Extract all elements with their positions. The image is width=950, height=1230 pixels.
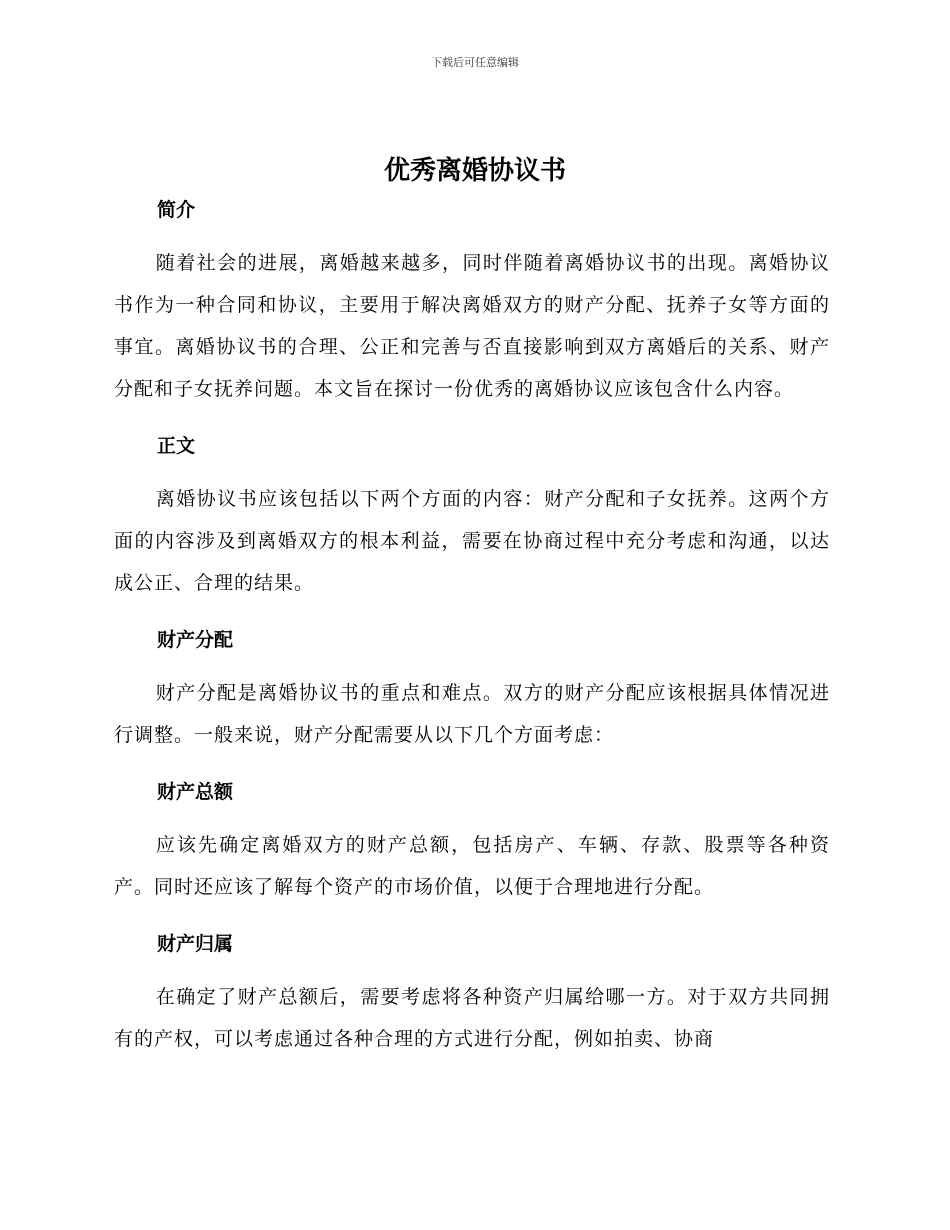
section-heading-property-ownership: 财产归属 xyxy=(157,933,234,955)
section-heading-property-total: 财产总额 xyxy=(157,781,234,803)
page-header-note: 下载后可任意编辑 xyxy=(431,56,519,69)
section-heading-body: 正文 xyxy=(157,435,196,457)
section-paragraph-property-division: 财产分配是离婚协议书的重点和难点。双方的财产分配应该根据具体情况进行调整。一般来说，财产分配需要从以下几个方面考虑： xyxy=(114,682,830,746)
section-paragraph-intro: 随着社会的进展，离婚越来越多，同时伴随着离婚协议书的出现。离婚协议书作为一种合同和协议，主要用于解决离婚双方的财产分配、抚养子女等方面的事宜。离婚协议书的合理、公正和完善与否直接影响到双方离婚后的关系、财产分配和子女抚养问题。本文旨在探讨一份优秀的离婚协议应该包含什么内容。 xyxy=(114,252,830,400)
section-paragraph-property-total: 应该先确定离婚双方的财产总额，包括房产、车辆、存款、股票等各种资产。同时还应该了解每个资产的市场价值，以便于合理地进行分配。 xyxy=(114,834,830,898)
document-body xyxy=(114,196,830,1060)
section-heading-intro: 简介 xyxy=(157,199,196,221)
section-paragraph-body: 离婚协议书应该包括以下两个方面的内容：财产分配和子女抚养。这两个方面的内容涉及到离婚双方的根本利益，需要在协商过程中充分考虑和沟通，以达成公正、合理的结果。 xyxy=(114,488,830,594)
section-heading-property-division: 财产分配 xyxy=(157,629,234,651)
section-paragraph-property-ownership: 在确定了财产总额后，需要考虑将各种资产归属给哪一方。对于双方共同拥有的产权，可以考虑通过各种合理的方式进行分配，例如拍卖、协商 xyxy=(114,986,830,1050)
document-title: 优秀离婚协议书 xyxy=(383,156,566,186)
